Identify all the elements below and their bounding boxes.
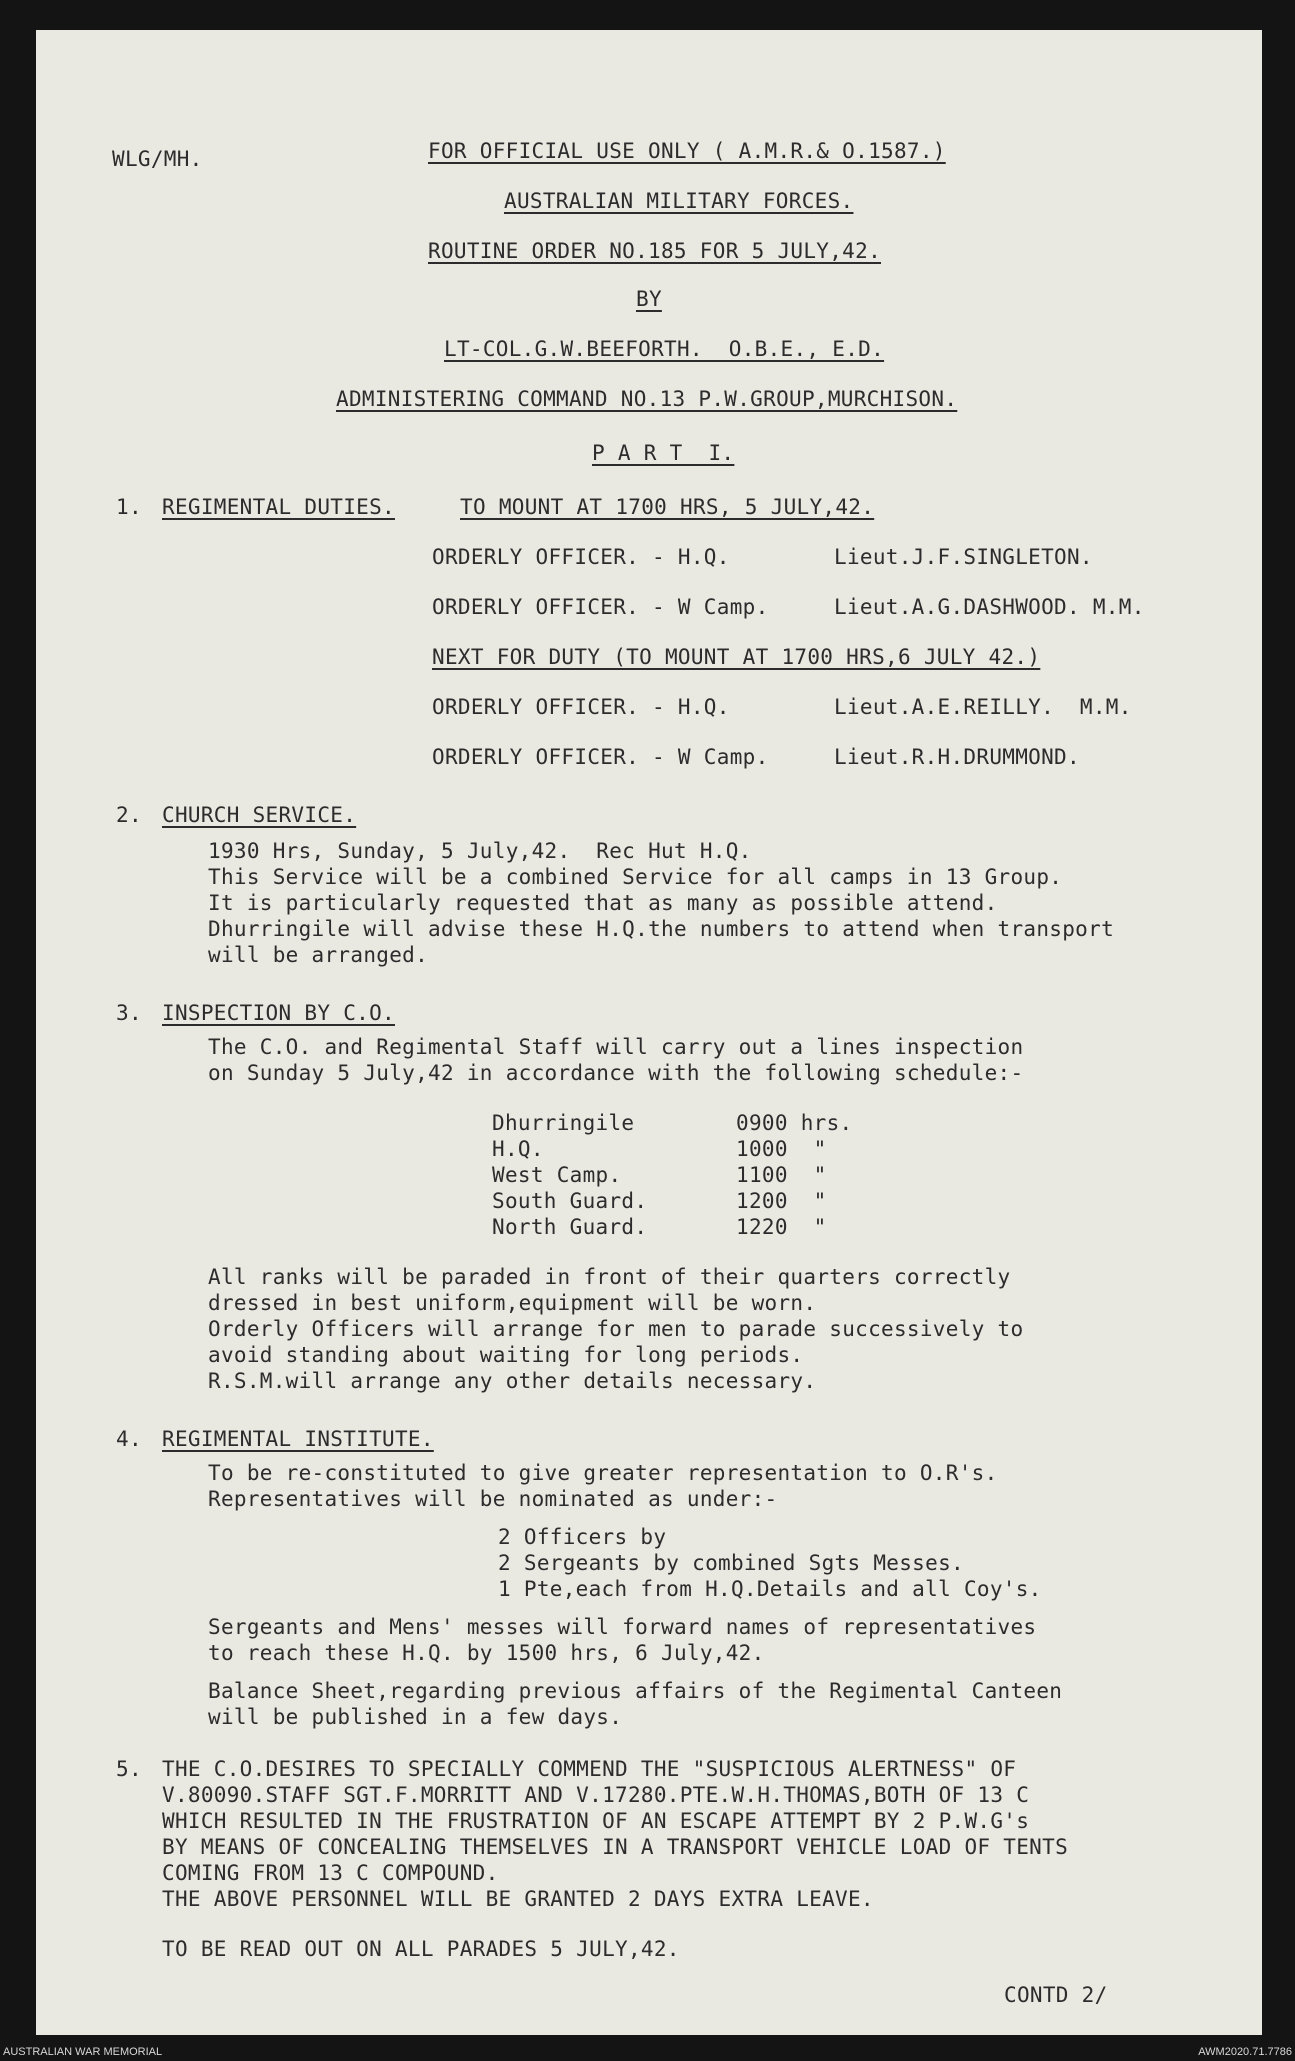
- section-4-title: REGIMENTAL INSTITUTE.: [162, 1427, 434, 1451]
- duty-officer: Lieut.A.G.DASHWOOD. M.M.: [834, 595, 1145, 619]
- section-1-mount-time: TO MOUNT AT 1700 HRS, 5 JULY,42.: [460, 495, 875, 519]
- schedule-place: H.Q.: [492, 1137, 544, 1161]
- paragraph-line: to reach these H.Q. by 1500 hrs, 6 July,42.: [208, 1641, 765, 1665]
- footer-credit: AUSTRALIAN WAR MEMORIAL: [3, 2046, 163, 2058]
- paragraph-line: Balance Sheet,regarding previous affairs of the Regimental Canteen: [208, 1679, 1063, 1703]
- commendation-line: BY MEANS OF CONCEALING THEMSELVES IN A TRANSPORT VEHICLE LOAD OF TENTS: [162, 1835, 1069, 1859]
- paragraph-line: Orderly Officers will arrange for men to parade successively to: [208, 1317, 1024, 1341]
- section-1-title: REGIMENTAL DUTIES.: [162, 495, 395, 519]
- paragraph-line: avoid standing about waiting for long periods.: [208, 1343, 804, 1367]
- paragraph-line: R.S.M.will arrange any other details necessary.: [208, 1369, 817, 1393]
- commander-heading: LT-COL.G.W.BEEFORTH. O.B.E., E.D.: [444, 337, 885, 361]
- duty-role: ORDERLY OFFICER. - H.Q.: [432, 695, 730, 719]
- paragraph-line: Representatives will be nominated as under:-: [208, 1487, 778, 1511]
- schedule-time: 0900 hrs.: [736, 1111, 853, 1135]
- schedule-place: Dhurringile: [492, 1111, 635, 1135]
- classification-heading: FOR OFFICIAL USE ONLY ( A.M.R.& O.1587.): [428, 139, 946, 163]
- paragraph-line: To be re-constituted to give greater representation to O.R's.: [208, 1461, 998, 1485]
- duty-officer: Lieut.A.E.REILLY. M.M.: [834, 695, 1132, 719]
- commendation-line: WHICH RESULTED IN THE FRUSTRATION OF AN ESCAPE ATTEMPT BY 2 P.W.G's: [162, 1809, 1030, 1833]
- duty-officer: Lieut.J.F.SINGLETON.: [834, 545, 1093, 569]
- paragraph-line: will be published in a few days.: [208, 1705, 623, 1729]
- schedule-time: 1200 ": [736, 1189, 827, 1213]
- footer-accession-number: AWM2020.71.7786: [1198, 2046, 1292, 2058]
- duty-role: ORDERLY OFFICER. - H.Q.: [432, 545, 730, 569]
- schedule-place: West Camp.: [492, 1163, 622, 1187]
- paragraph-line: on Sunday 5 July,42 in accordance with the following schedule:-: [208, 1061, 1024, 1085]
- command-heading: ADMINISTERING COMMAND NO.13 P.W.GROUP,MURCHISON.: [336, 387, 958, 411]
- schedule-place: North Guard.: [492, 1215, 648, 1239]
- paragraph-line: It is particularly requested that as many as possible attend.: [208, 891, 998, 915]
- by-heading: BY: [636, 287, 662, 311]
- schedule-place: South Guard.: [492, 1189, 648, 1213]
- paragraph-line: The C.O. and Regimental Staff will carry out a lines inspection: [208, 1035, 1024, 1059]
- organisation-heading: AUSTRALIAN MILITARY FORCES.: [504, 189, 854, 213]
- paragraph-line: dressed in best uniform,equipment will be worn.: [208, 1291, 817, 1315]
- paragraph-line: Dhurringile will advise these H.Q.the numbers to attend when transport: [208, 917, 1115, 941]
- representative-line: 1 Pte,each from H.Q.Details and all Coy's.: [498, 1577, 1042, 1601]
- section-1-number: 1.: [116, 495, 142, 519]
- schedule-time: 1220 ": [736, 1215, 827, 1239]
- document-page: [36, 30, 1262, 2035]
- paragraph-line: 1930 Hrs, Sunday, 5 July,42. Rec Hut H.Q.: [208, 839, 752, 863]
- duty-officer: Lieut.R.H.DRUMMOND.: [834, 745, 1080, 769]
- commendation-line: V.80090.STAFF SGT.F.MORRITT AND V.17280.PTE.W.H.THOMAS,BOTH OF 13 C: [162, 1783, 1030, 1807]
- section-3-title: INSPECTION BY C.O.: [162, 1001, 395, 1025]
- order-heading: ROUTINE ORDER NO.185 FOR 5 JULY,42.: [428, 239, 882, 263]
- commendation-line: COMING FROM 13 C COMPOUND.: [162, 1861, 499, 1885]
- next-for-duty-heading: NEXT FOR DUTY (TO MOUNT AT 1700 HRS,6 JULY 42.): [432, 645, 1041, 669]
- representative-line: 2 Sergeants by combined Sgts Messes.: [498, 1551, 964, 1575]
- schedule-time: 1000 ": [736, 1137, 827, 1161]
- paragraph-line: will be arranged.: [208, 943, 429, 967]
- paragraph-line: This Service will be a combined Service for all camps in 13 Group.: [208, 865, 1063, 889]
- section-3-number: 3.: [116, 1001, 142, 1025]
- commendation-line: THE ABOVE PERSONNEL WILL BE GRANTED 2 DAYS EXTRA LEAVE.: [162, 1887, 874, 1911]
- continued-marker: CONTD 2/: [1004, 1983, 1108, 2007]
- section-4-number: 4.: [116, 1427, 142, 1451]
- section-2-title: CHURCH SERVICE.: [162, 803, 357, 827]
- commendation-line: THE C.O.DESIRES TO SPECIALLY COMMEND THE "SUSPICIOUS ALERTNESS" OF: [162, 1757, 1017, 1781]
- part-heading: P A R T I.: [592, 441, 735, 465]
- reference-code: WLG/MH.: [112, 147, 203, 171]
- duty-role: ORDERLY OFFICER. - W Camp.: [432, 595, 769, 619]
- representative-line: 2 Officers by: [498, 1525, 667, 1549]
- closing-instruction: TO BE READ OUT ON ALL PARADES 5 JULY,42.: [162, 1937, 680, 1961]
- duty-role: ORDERLY OFFICER. - W Camp.: [432, 745, 769, 769]
- paragraph-line: All ranks will be paraded in front of their quarters correctly: [208, 1265, 1011, 1289]
- schedule-time: 1100 ": [736, 1163, 827, 1187]
- paragraph-line: Sergeants and Mens' messes will forward names of representatives: [208, 1615, 1037, 1639]
- section-5-number: 5.: [116, 1757, 142, 1781]
- section-2-number: 2.: [116, 803, 142, 827]
